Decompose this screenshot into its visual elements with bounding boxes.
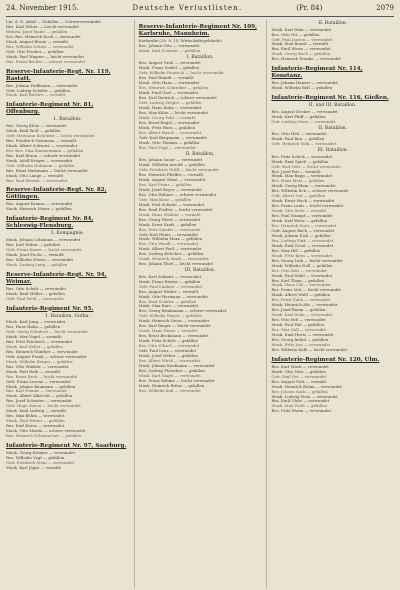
casualty-entry: Musk. Emil Ludwig — vermißt xyxy=(6,409,67,414)
battalion-subheading: II. Bataillon. xyxy=(318,125,348,131)
casualty-entry: Res. Emil Wiese — verwundet xyxy=(271,47,331,52)
casualty-entry: Musk. Heinrich Meier — gefallen xyxy=(6,207,72,212)
header-date: 24. November 1915. xyxy=(6,4,79,12)
regiment-heading: Infanterie-Regiment Nr. 84, Schleswig-Flensburg. xyxy=(6,216,94,230)
casualty-entry: Musk. Franz Reuter — gefallen xyxy=(138,279,201,284)
casualty-entry: Musk. Karl Richter — vermißt xyxy=(6,93,66,98)
casualty-entry: Res. Heinrich Pfeiffer — vermißt xyxy=(138,173,204,178)
casualty-entry: Musk. Emil Graf — verwundet xyxy=(138,91,199,96)
casualty-entry: Res. Otto Scholz — verwundet xyxy=(6,286,67,291)
casualty-entry: Res. Paul Brandt — vermißt xyxy=(138,76,194,81)
casualty-entry: Musk. Josef Fuchs — vermißt xyxy=(6,252,64,257)
casualty-entry: Res. Karl Weber — Leicht verwundet xyxy=(6,24,79,29)
casualty-entry: Musk. Georg Pohl — vermißt xyxy=(138,115,196,120)
casualty-entry: Res. Otto Hübner — schwer verwundet xyxy=(138,192,217,197)
header-title: Deutsche Verlustlisten. xyxy=(132,4,243,12)
casualty-entry: Gefr. Paul Weiß — verwundet xyxy=(6,296,64,301)
casualty-entry: Gefr. Albert Gut — gefallen xyxy=(271,194,325,199)
casualty-entry: Res. Wilhelm Vogt — gefallen xyxy=(6,455,65,460)
casualty-entry: Musk. August Ernst — verwundet xyxy=(138,178,206,183)
casualty-entry: Res. Heinrich Schreiber — gefallen xyxy=(138,86,209,91)
casualty-entry: Gefr. Heinrich Volk — verwundet xyxy=(271,142,337,147)
casualty-entry: Musk. Heinrich Abt — verwundet xyxy=(271,303,338,308)
casualty-entry: Res. Johann Otto — verwundet xyxy=(138,43,200,48)
casualty-entry: Res. Franz Becker — schwer verwundet xyxy=(6,59,86,64)
casualty-entry: Gefr. Wilhelm Mayer — gefallen xyxy=(138,314,202,319)
casualty-entry: Res. Georg Imhof — gefallen xyxy=(271,337,329,342)
casualty-entry: Res. Karl Franz — gefallen xyxy=(138,182,192,187)
casualty-entry: Musk. Heinrich Stark — verwundet xyxy=(138,257,209,262)
casualty-entry: Musk. Josef Weber — gefallen xyxy=(138,354,198,359)
casualty-entry: Musk. Otto Thomas — gefallen xyxy=(138,140,200,145)
casualty-entry: Res. Georg Link — leicht verwundet xyxy=(271,258,343,263)
casualty-entry: Res. Karl Dietrich — schwer verwundet xyxy=(138,96,217,101)
casualty-entry: Musk. Karl Nagel — verwundet xyxy=(138,373,201,378)
casualty-entry: Res. Franz Böhme — leicht verwundet xyxy=(138,378,215,383)
casualty-entry: Res. Fritz Wurm — verwundet xyxy=(271,409,332,414)
casualty-entry: Musk. Paul Stahl — verwundet xyxy=(271,273,333,278)
regiment-heading: Infanterie-Regiment Nr. 116, Gießen. xyxy=(271,95,389,102)
casualty-entry: Musk. Karl Sommer — gefallen xyxy=(138,48,201,53)
casualty-entry: Musk. Heinrich Ritter — gefallen xyxy=(138,383,205,388)
casualty-entry: Musk. Otto Hermann — verwundet xyxy=(138,294,208,299)
regiment-heading: Reserve-Infanterie-Regt. Nr. 94, Weimar. xyxy=(6,271,107,285)
casualty-entry: Musk. Johann Eich — gefallen xyxy=(271,233,331,238)
casualty-entry: Res. Max Hill — gefallen xyxy=(271,248,321,253)
casualty-entry: Res. Otto Winkler — verwundet xyxy=(6,364,69,369)
casualty-entry: Res. Karl Thom — gefallen xyxy=(271,278,324,283)
casualty-entry: Res. Karl Huber — gefallen xyxy=(6,242,61,247)
casualty-entry: Musk. Max Kurz — verwundet xyxy=(138,304,199,309)
casualty-entry: Res. Ernst Beck — leicht verwundet xyxy=(6,374,78,379)
casualty-entry: Gefr. Ludwig Merz — verwundet xyxy=(271,119,336,124)
regiment-heading: Infanterie-Regiment Nr. 97, Saarburg. xyxy=(6,443,127,450)
casualty-entry: Gefr. Wilhelm Hofmann — gefallen xyxy=(6,163,75,168)
casualty-entry: Musk. Emil Möller — gefallen xyxy=(6,291,65,296)
casualty-entry: Res. Karl Rieger — leicht verwundet xyxy=(138,324,211,329)
header-issue: (Pr. 84) xyxy=(296,4,323,12)
header-page-number: 2079 xyxy=(376,4,394,12)
casualty-entry: Gefr. Karl Heinz — verwundet xyxy=(138,232,198,237)
casualty-entry: Gefr. Paul Lenz — verwundet xyxy=(138,349,197,354)
column-1 xyxy=(6,20,129,588)
casualty-entry: Res. Karl Franke — verwundet xyxy=(6,389,67,394)
battalion-subheading: II. und III. Bataillon. xyxy=(308,103,357,109)
casualty-entry: Musk. Albert Paul — verwundet xyxy=(138,247,202,252)
casualty-entry: Res. Paul Stumpf — verwundet xyxy=(271,214,333,219)
casualty-entry: Res. Johann Sack — gefallen xyxy=(271,389,328,394)
casualty-entry: Musk. Otto Seitz — vermißt xyxy=(271,209,327,214)
casualty-entry: Res. August Groß — verwundet xyxy=(138,61,201,66)
casualty-entry: Musk. Georg Blum — verwundet xyxy=(271,184,336,189)
casualty-entry: Musk. Georg Krämer — verwundet xyxy=(6,451,76,456)
battalion-subheading: II. Bataillon. xyxy=(318,21,348,26)
casualty-entry: Musk. Max Vieth — gefallen xyxy=(271,404,327,409)
casualty-entry: Gefr. Ludwig Schäfer — gefallen xyxy=(6,88,71,93)
casualty-entry: Musk. Ludwig Tietz — verwundet xyxy=(271,394,338,399)
casualty-entry: Res. Fritz Friedrich — verwundet xyxy=(6,339,73,344)
casualty-entry: Musk. Karl Jung — verwundet xyxy=(6,320,66,325)
casualty-entry: Gefr. Wilhelm Heinrich — leicht verwundet xyxy=(138,71,224,76)
casualty-entry: Musk. Max Rapp — verwundet xyxy=(271,174,333,179)
regiment-heading: Reserve-Infanterie-Regt. Nr. 82, Göttingen. xyxy=(6,187,107,201)
casualty-entry: Musk. Johann Baumann — gefallen xyxy=(6,384,76,389)
casualty-entry: Res. Heinrich Zorn — verwundet xyxy=(271,224,337,229)
casualty-entry: Musk. Otto Nies — gefallen xyxy=(271,369,326,374)
casualty-entry: Gefr. Paul Lindner — verwundet xyxy=(138,284,203,289)
casualty-entry: Res. Wilhelm Schulz — verwundet xyxy=(6,44,74,49)
column-3 xyxy=(266,20,394,588)
casualty-entry: Res. Karl Kraus — verwundet xyxy=(6,424,65,429)
casualty-entry: Musk. Hans Winkler — vermißt xyxy=(138,212,201,217)
casualty-entry: Karlsruhe (28. 9. 15, Wirtschaftsgebäude) xyxy=(138,39,222,43)
casualty-entry: Res. Albert Wirth — verwundet xyxy=(138,358,201,363)
casualty-entry: Musk. Paul Faß — gefallen xyxy=(271,323,324,328)
casualty-entry: Res. Ernst Hartmann — leicht verwundet xyxy=(6,168,88,173)
casualty-entry: Res. Johann Hauser — verwundet xyxy=(271,81,338,86)
casualty-entry: Res. Heinrich Günther — verwundet xyxy=(6,349,78,354)
casualty-entry: Ltn. d. R. Adolf — Gefallen — Schwerverwundet xyxy=(6,20,101,24)
regiment-heading: Infanterie-Regiment Nr. 120, Ulm. xyxy=(271,356,380,363)
casualty-entry: Gefr. Karl Dörr — leicht verwundet xyxy=(271,164,341,169)
battalion-subheading: 1. Bataillon, Gotha. xyxy=(44,313,90,319)
casualty-entry: Musk. Fritz Jost — verwundet xyxy=(271,342,331,347)
casualty-entry: Res. Emil Uhde — verwundet xyxy=(271,399,330,404)
casualty-entry: Musk. Hans Uhl — verwundet xyxy=(271,283,331,288)
casualty-entry: Musk. Emil Hertz — verwundet xyxy=(271,332,334,337)
casualty-entry: Musk. Paul Schulte — verwundet xyxy=(138,202,205,207)
casualty-entry: Ers.-Res. Heinrich Koch — verwundet xyxy=(6,34,81,39)
casualty-entry: Res. Paul Voigt — verwundet xyxy=(138,145,196,150)
casualty-entry: Res. Franz Laub — leicht verwundet xyxy=(271,204,344,209)
battalion-subheading: 1. Bataillon. xyxy=(53,117,82,123)
casualty-entry: Res. August Decker — verwundet xyxy=(271,109,338,114)
casualty-entry: Res. Otto Wendt — verwundet xyxy=(138,242,199,247)
casualty-entry: Gefr. Paul Jansen — verwundet xyxy=(271,37,333,42)
casualty-entry: Gefr. Max Kunz — gefallen xyxy=(138,197,192,202)
casualty-entry: Res. Johann Sauer — verwundet xyxy=(138,158,203,163)
casualty-entry: Res. Georg Ebert — verwundet xyxy=(138,217,201,222)
battalion-subheading: I. Bataillon. xyxy=(186,54,214,60)
regiment-heading: Reserve-Infanterie-Regt. Nr. 119, Rastatt. xyxy=(6,68,111,82)
casualty-entry: Gefr. Otto Fischer — gefallen xyxy=(6,49,64,54)
casualty-entry: Musk. Franz Seidel — gefallen xyxy=(138,66,200,71)
casualty-entry: Musk. Max Vogel — vermißt xyxy=(6,335,62,339)
casualty-entry: Res. Ludwig Fleischer — gefallen xyxy=(138,368,205,373)
casualty-entry: Musk. Johann Kaufmann — verwundet xyxy=(138,363,215,368)
casualty-entry: Musk. Fritz Scholz — gefallen xyxy=(138,339,198,344)
casualty-entry: Musk. Wilhelm Berger — gefallen xyxy=(6,359,73,364)
casualty-entry: Gefr. Karl Bergmann — verwundet xyxy=(138,135,207,140)
casualty-entry: Musk. Wilhelm Marx — gefallen xyxy=(138,237,202,242)
casualty-entry: Res. August Pick — vermißt xyxy=(271,379,327,384)
casualty-entry: Gefr. Hermann Schröder — leicht verwundet xyxy=(6,133,95,138)
casualty-entry: Musk. Hans Kuhn — verwundet xyxy=(138,106,202,111)
casualty-entry: Res. Fritz Schick — verwundet xyxy=(271,154,333,159)
casualty-entry: Musk. Karl Dehn — verwundet xyxy=(271,313,333,318)
casualty-entry: Res. Johann Hoffmann — verwundet xyxy=(6,83,78,88)
casualty-entry: Res. Max Kühn — leicht verwundet xyxy=(138,110,209,115)
casualty-entry: Musk. Karl Hein — verwundet xyxy=(271,27,332,32)
casualty-entry: Musk. Otto Martin — schwer verwundet xyxy=(6,429,86,434)
casualty-entry: Gefr. Hugo Simon — leicht verwundet xyxy=(6,404,81,409)
battalion-subheading: III. Bataillon. xyxy=(317,148,348,154)
battalion-subheading: 3. Kompagnie. xyxy=(50,231,85,237)
casualty-entry: Res. Otto Ullrich — verwundet xyxy=(138,344,200,349)
casualty-entry: Res. Otto Reis — verwundet xyxy=(271,268,327,273)
casualty-entry: Res. Johann Thiel — leicht verwundet xyxy=(138,262,213,267)
casualty-entry: Musk. Emil Wolf — gefallen xyxy=(6,128,61,133)
casualty-entry: Musk. Emil Gerst — verwundet xyxy=(271,243,334,248)
casualty-entry: Musk. Karl Pfaff — gefallen xyxy=(271,114,326,119)
casualty-entry: Gefr. August Frank — schwer verwundet xyxy=(6,354,87,359)
casualty-entry: Res. Karl Schmitz — verwundet xyxy=(138,274,202,279)
casualty-entry: Res. Georg Brinkmann — schwer verwundet xyxy=(138,309,227,314)
casualty-entry: Musk. Wilhelm Noll — gefallen xyxy=(271,263,333,268)
casualty-entry: Res. Wilhelm Keil — verwundet xyxy=(138,388,201,393)
casualty-entry: Musk. Wilhelm Boll — gefallen xyxy=(271,86,332,91)
casualty-entry: Res. Ludwig Böttcher — gefallen xyxy=(138,252,204,257)
casualty-entry: Res. Wilhelm Eck — schwer verwundet xyxy=(271,189,349,194)
casualty-entry: Musk. Fritz Horn — gefallen xyxy=(138,125,195,130)
casualty-entry: Gefr. Paul Ost — verwundet xyxy=(271,374,327,379)
casualty-entry: Musk. Otto Lange — vermißt xyxy=(6,173,64,178)
casualty-entry: Musk. Karl Keller — gefallen xyxy=(6,344,63,349)
casualty-entry: Res. Karl Mack — verwundet xyxy=(271,364,329,369)
casualty-entry: Gefr. August Bach — verwundet xyxy=(271,228,335,233)
casualty-entry: Musk. Albert Albrecht — gefallen xyxy=(6,394,72,399)
casualty-entry: Res. Paul Werner — verwundet xyxy=(6,178,68,183)
casualty-entry: Gefr. Ludwig Ziegler — gefallen xyxy=(138,101,202,106)
casualty-entry: Musk. August Braun — vermißt xyxy=(6,39,69,44)
casualty-entry: Res. Otto Erb — verwundet xyxy=(271,318,326,323)
casualty-entry: Res. Otto Heß — verwundet xyxy=(271,132,327,137)
casualty-entry: Res. Max Böhm — verwundet xyxy=(6,414,65,419)
page-header xyxy=(6,4,394,17)
casualty-entry: Gefr. Friedrich Stein — verwundet xyxy=(6,460,75,465)
casualty-entry: Res. Ernst Zahn — verwundet xyxy=(271,298,331,303)
casualty-entry: Musk. Paul Rau — gefallen xyxy=(271,137,325,142)
casualty-entry: Res. Ernst Engel — verwundet xyxy=(138,120,200,125)
casualty-entry: Musk. Johann Lehmann — verwundet xyxy=(6,237,81,242)
casualty-entry: Musk. Hans Hesse — vermißt xyxy=(138,329,198,334)
regiment-heading: Infanterie-Regiment Nr. 81, Offenburg. xyxy=(6,102,94,116)
casualty-entry: Res. Otto Ott — gefallen xyxy=(271,32,320,37)
casualty-entry: Musk. Max Brand — vermißt xyxy=(271,42,329,47)
casualty-entry: Res. Ernst Beckmann — verwundet xyxy=(138,334,209,339)
column-2 xyxy=(134,20,262,588)
casualty-entry: Musk. Adolf Krüger — verwundet xyxy=(6,158,73,163)
casualty-entry: Musk. Paul Roth — vermißt xyxy=(6,369,61,374)
casualty-entry: Musk. Wilhelm Arnold — gefallen xyxy=(138,163,205,168)
casualty-entry: Res. Josef Baum — gefallen xyxy=(271,308,326,313)
casualty-entry: Musk. Fritz Kern — verwundet xyxy=(271,253,333,258)
casualty-entry: Musk. Ludwig Lang — gefallen xyxy=(6,262,68,267)
casualty-entry: Musk. Paul Wagner — leicht verwundet xyxy=(6,54,84,59)
casualty-entry: Res. Heinrich Franke — verwundet xyxy=(271,57,341,62)
casualty-entry: Res. Franz Veit — leicht verwundet xyxy=(271,288,341,293)
casualty-entry: Musk. Albert Wahl — gefallen xyxy=(271,293,331,298)
casualty-entry: Res. Karl Braun — schwer verwundet xyxy=(6,153,81,158)
regiment-heading: Infanterie-Regiment Nr. 114, Konstanz. xyxy=(271,66,363,80)
casualty-entry: Res. August Walter — vermißt xyxy=(138,289,199,294)
casualty-entry: Res. August Krause — verwundet xyxy=(6,202,73,207)
casualty-entry: Res. Albert Busch — verwundet xyxy=(138,130,202,135)
casualty-entry: Musk. Ernst Hock — verwundet xyxy=(271,199,335,204)
casualty-entry: Res. Emil Schulze — gefallen xyxy=(138,299,197,304)
casualty-entry: Wehrm. Josef Maier — gefallen xyxy=(6,29,68,34)
casualty-entry: Res. Fritz Sander — verwundet xyxy=(138,227,201,232)
casualty-entry: Gefr. Franz Lorenz — verwundet xyxy=(6,379,71,384)
casualty-entry: Res. Ludwig Fink — verwundet xyxy=(271,238,334,243)
casualty-entry: Res. Heinrich Schumacher — gefallen xyxy=(6,434,82,439)
casualty-entry: Ers.-Res. Max Zimmermann — gefallen xyxy=(6,148,84,153)
casualty-entry: Res. Friedrich Neumann — vermißt xyxy=(6,138,77,143)
casualty-entry: Musk. Emil Spieß — gefallen xyxy=(271,159,329,164)
casualty-entry: Res. Emil Fiedler — leicht verwundet xyxy=(138,207,213,212)
casualty-entry: Gefr. Franz Kaiser — leicht verwundet xyxy=(6,247,82,252)
casualty-entry: Res. Hans Hahn — gefallen xyxy=(6,325,61,330)
casualty-entry: Musk. Heinrich Gross — verwundet xyxy=(138,319,210,324)
casualty-entry: Res. Georg Klein — verwundet xyxy=(6,124,67,129)
casualty-entry: Musk. Albert Schwarz — verwundet xyxy=(6,143,78,148)
casualty-entry: Res. Hans Metz — gefallen xyxy=(271,179,325,184)
casualty-entry: Res. Wilhelm Kolb — leicht verwundet xyxy=(271,347,348,352)
casualty-entry: Gefr. Friedrich Wolff — leicht verwundet xyxy=(138,168,219,173)
casualty-entry: Musk. Otto Haas — verwundet xyxy=(138,81,200,86)
casualty-entry: Res. Wilhelm Peters — verwundet xyxy=(6,257,73,262)
casualty-entry: Musk. Karl Wenz — gefallen xyxy=(271,219,327,224)
columns xyxy=(6,20,394,588)
casualty-entry: Res. Max Gall — verwundet xyxy=(271,328,327,333)
casualty-entry: Musk. Paul Winter — gefallen xyxy=(6,419,65,424)
regiment-heading: Reserve-Infanterie-Regiment Nr. 109, Karlsruhe, Mannheim. xyxy=(138,24,257,37)
battalion-subheading: III. Bataillon. xyxy=(184,268,216,274)
casualty-entry: Musk. Josef Beyer — verwundet xyxy=(138,187,202,192)
battalion-subheading: II. Bataillon. xyxy=(185,151,215,157)
regiment-heading: Infanterie-Regiment Nr. 95. xyxy=(6,305,94,312)
casualty-entry: Musk. Karl Jäger — vermißt xyxy=(6,465,62,470)
casualty-entry: Gefr. Georg Schubert — leicht verwundet xyxy=(6,330,88,335)
casualty-entry: Musk. Ernst Kraft — gefallen xyxy=(138,222,197,227)
casualty-entry: Res. Josef Schuster — verwundet xyxy=(6,399,72,404)
casualty-entry: Musk. Georg Koch — gefallen xyxy=(271,52,331,57)
casualty-entry: Res. Josef Ruf — vermißt xyxy=(271,169,321,174)
casualty-entry: Musk. Heinrich Rehm — verwundet xyxy=(271,384,342,389)
